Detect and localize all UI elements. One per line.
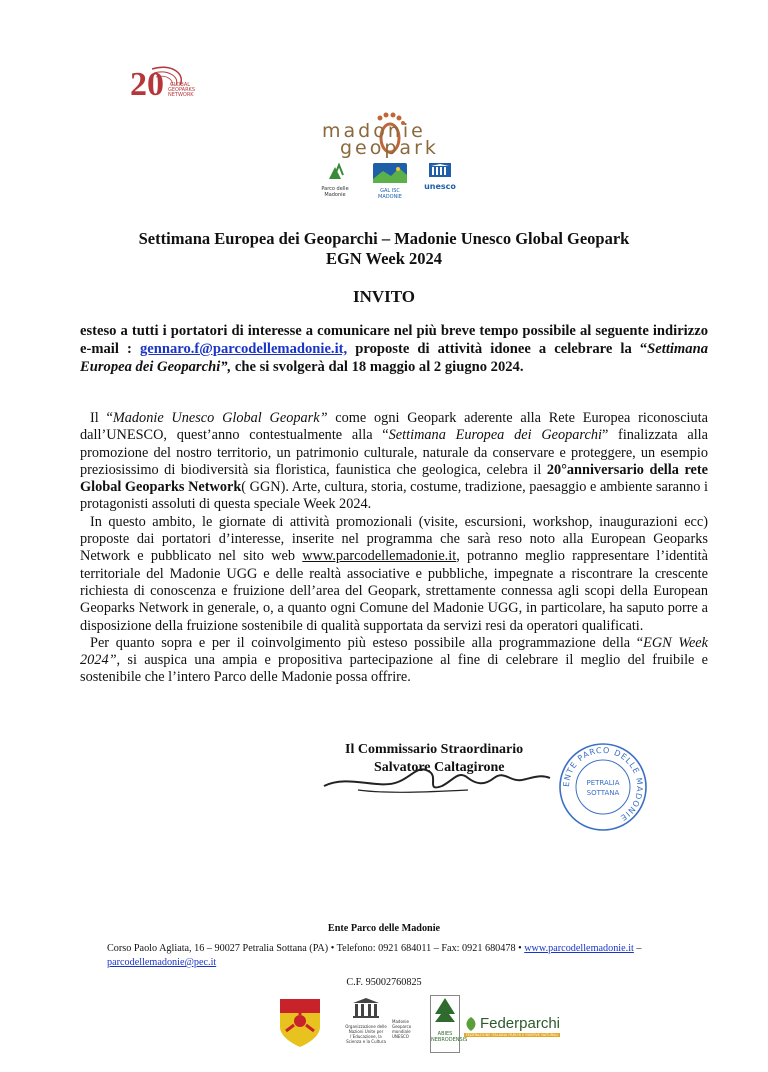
invito-heading: INVITO	[352, 287, 416, 306]
intro-event-name: Settimana Europea dei Geoparchi”,	[80, 341, 708, 375]
parco-madonie-label: Parco delle Madonie	[321, 186, 349, 198]
gal-isc-madonie-label: GAL ISC MADONIE	[378, 188, 402, 200]
footer-cf: C.F. 95002760825	[346, 977, 422, 988]
anniversary-caption-1: GLOBAL	[169, 82, 191, 88]
parco-madonie-logo	[315, 163, 355, 198]
p1-text-a: Il “	[90, 410, 113, 426]
unesco-footer-icon	[351, 997, 381, 1019]
body-paragraph-2	[80, 514, 708, 635]
p2-text-b: , potranno meglio rappresentare l’identità territoriale del Madonie UGG e delle realtà associative e pubbliche, impegnate a riscontrare la crescente richiesta di conoscenza e fruizione dell’area del Geopark, strettamente connessa agli scopi della European Geoparks Network in generale, o, a quanto ogni Comune del Madonie UGG, in particolare, ha saputo porre a disposizione della fruizione sostenibile di qualità supportata da servizi resi da operatori qualificati.	[80, 548, 708, 634]
fir-tree-icon	[431, 996, 459, 1026]
footer-pec-link[interactable]: parcodellemadonie@pec.it	[107, 957, 217, 968]
p1-text-b: come ogni Geopark aderente alla Rete Europea riconosciuta dall’UNESCO, quest’anno contestualmente alla “	[80, 410, 708, 444]
email-link[interactable]: gennaro.f@parcodellemadonie.it,	[139, 341, 348, 357]
logo-word-madonie: madonie	[322, 120, 426, 142]
federparchi-tagline: FEDERAZIONE ITALIANA PARCHI E RISERVE NATURALI	[465, 1033, 559, 1037]
intro-paragraph	[80, 322, 708, 376]
p1-text-d: ( GGN). Arte, cultura, storia, costume, tradizione, paesaggio e ambiente saranno i protagonisti assoluti di questa speciale Week 2024.	[80, 479, 708, 513]
p1-text-c: ” finalizzata alla promozione del nostro territorio, un patrimonio culturale, naturale da conservare e proteggere, un esempio preziosissimo di biodiversità sia floristica, faunistica che geologica, celebra il	[80, 427, 708, 478]
stamp-ring-icon	[558, 742, 648, 832]
p1-event-name: Settimana Europea dei Geoparchi	[388, 427, 602, 444]
website-link[interactable]: www.parcodellemadonie.it	[302, 548, 457, 565]
footer-website-link[interactable]: www.parcodellemadonie.it	[524, 943, 634, 954]
document-title: Settimana Europea dei Geoparchi – Madonie Unesco Global Geopark	[138, 229, 630, 248]
footer-org: Ente Parco delle Madonie	[327, 923, 441, 934]
p3-text-a: Per quanto sopra e per il coinvolgimento più esteso possibile alla programmazione della “	[90, 634, 644, 651]
madonie-geopark-logo	[310, 110, 470, 160]
body-text	[80, 410, 708, 687]
p1-geopark-name: Madonie Unesco Global Geopark”	[112, 410, 328, 426]
abies-label-2: NEBRODENSIS	[431, 1037, 468, 1043]
madonie-unesco-caption	[392, 1019, 428, 1039]
ggn-20-anniversary-logo	[130, 63, 196, 101]
regione-siciliana-logo	[278, 997, 322, 1049]
stamp-center-2: SOTTANA	[586, 789, 620, 797]
anniversary-caption-3: NETWORK	[168, 92, 194, 98]
federparchi-leaf-icon	[464, 1016, 478, 1032]
p3-event-name: EGN Week 2024”	[80, 634, 708, 669]
p1-anniversary: 20°anniversario della rete Global Geoparks Network	[80, 461, 708, 496]
footer-address-text: Corso Paolo Agliata, 16 – 90027 Petralia Sottana (PA) • Telefono: 0921 684011 – Fax: 0921 680478 •	[107, 943, 525, 954]
unesco-footer-logo	[342, 997, 390, 1049]
official-stamp	[558, 742, 648, 832]
abies-label-1: ABIES	[437, 1031, 453, 1037]
body-paragraph-1	[80, 410, 708, 514]
anniversary-caption-2: GEOPARKS	[168, 87, 196, 93]
madonie-footer-caption: Madonie Geoparco mondiale UNESCO	[392, 1019, 412, 1039]
intro-text-2: proposte di attività idonee a celebrare la “	[347, 341, 648, 357]
footer-dash: –	[633, 943, 642, 954]
unesco-footer-caption: Organizzazione delle Nazioni Unite per l’Educazione, la Scienza e la Cultura	[345, 1024, 387, 1044]
unesco-temple-icon	[423, 163, 457, 177]
signature-role: Il Commissario Straordinario	[345, 742, 524, 757]
body-paragraph-3	[80, 635, 708, 687]
logo-word-geopark: geopark	[340, 137, 439, 159]
trinacria-icon	[278, 997, 322, 1049]
signature-name: Salvatore Caltagirone	[374, 760, 505, 775]
gal-isc-madonie-logo	[373, 163, 407, 200]
handwritten-signature-icon	[318, 752, 558, 798]
unesco-logo	[423, 163, 457, 191]
intro-text-1: esteso a tutti i portatori di interesse a comunicare nel più breve tempo possibile al seguente indirizzo e-mail :	[80, 323, 708, 357]
stamp-center-1: PETRALIA	[586, 779, 620, 787]
p3-text-b: , si auspica una ampia e propositiva partecipazione al fine di celebrare il meglio del fruibile e sostenibile che l’intero Parco delle Madonie possa offrire.	[80, 652, 708, 686]
federparchi-logo	[464, 1015, 560, 1041]
p2-text-a: In questo ambito, le giornate di attività promozionali (visite, escursioni, workshop, inaugurazioni ecc) proposte dai portatori d’interesse, inserite nel programma che sarà reso noto alla European Geoparks Network e pubblicato nel sito web	[80, 513, 708, 565]
gal-isc-madonie-icon	[373, 163, 407, 183]
partner-logos	[315, 163, 465, 200]
parco-madonie-icon	[315, 163, 355, 181]
footer-logos	[270, 995, 570, 1055]
anniversary-number: 20	[130, 66, 164, 101]
stamp-ring-text: ENTE PARCO DELLE MADONIE	[561, 745, 645, 823]
document-subtitle: EGN Week 2024	[325, 249, 443, 268]
unesco-label: unesco	[424, 182, 456, 191]
footer-address	[107, 942, 667, 970]
intro-text-3: che si svolgerà dal 18 maggio al 2 giugno 2024.	[231, 359, 524, 375]
federparchi-label: Federparchi	[479, 1015, 560, 1032]
abies-nebrodensis-logo	[430, 995, 468, 1053]
